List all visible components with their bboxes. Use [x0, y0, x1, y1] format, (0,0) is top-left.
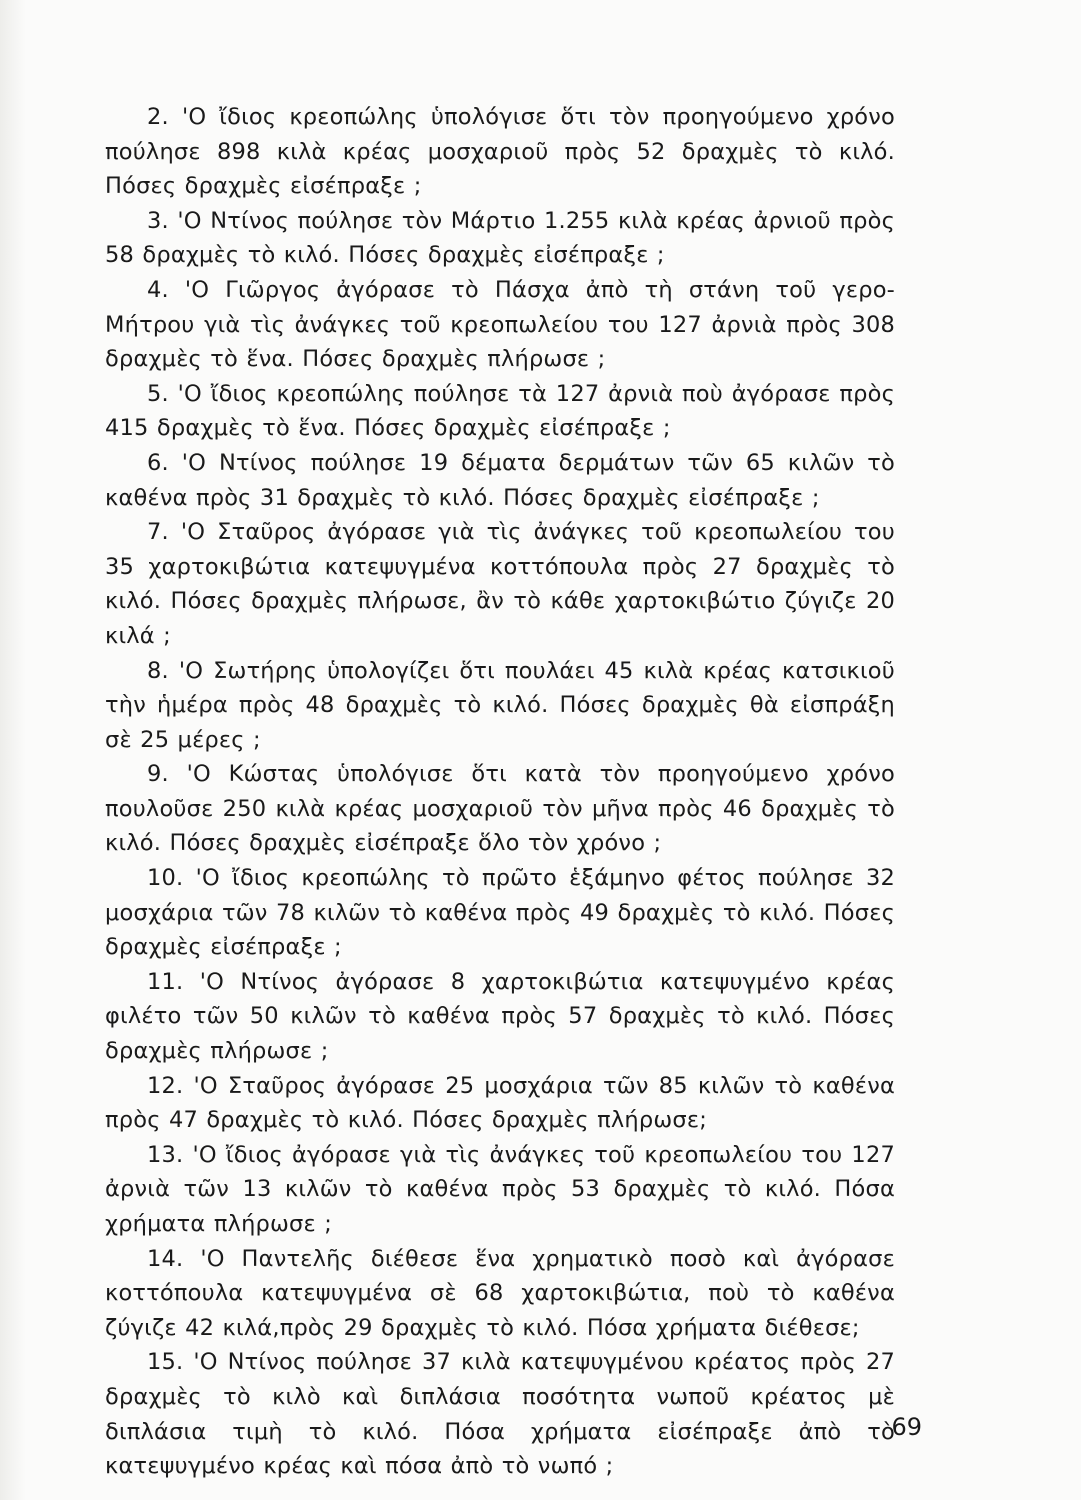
exercise-text: 'Ο Ντίνος ἀγόρασε 8 χαρτοκιβώτια κατεψυγμένο κρέας φιλέτο τῶν 50 κιλῶν τὸ καθένα πρὸς 57 δραχμὲς τὸ κιλό. Πόσες δραχμὲς πλήρωσε ;: [105, 968, 895, 1065]
exercise-number: 5.: [147, 380, 169, 407]
exercise-13: [105, 1138, 895, 1242]
page-binding-shadow: [0, 0, 26, 1500]
exercise-9: [105, 757, 895, 861]
exercise-list: [105, 100, 895, 1484]
exercise-text: 'Ο Ντίνος πούλησε 19 δέματα δερμάτων τῶν 65 κιλῶν τὸ καθένα πρὸς 31 δραχμὲς τὸ κιλό. Πόσες δραχμὲς εἰσέπραξε ;: [105, 449, 895, 511]
exercise-text: 'Ο Παντελῆς διέθεσε ἕνα χρηματικὸ ποσὸ καὶ ἀγόρασε κοττόπουλα κατεψυγμένα σὲ 68 χαρτοκιβώτια, ποὺ τὸ καθένα ζύγιζε 42 κιλά,πρὸς 29 δραχμὲς τὸ κιλό. Πόσα χρήματα διέθεσε;: [105, 1245, 895, 1341]
exercise-text: 'Ο ἴδιος κρεοπώλης τὸ πρῶτο ἑξάμηνο φέτος πούλησε 32 μοσχάρια τῶν 78 κιλῶν τὸ καθένα πρὸς 49 δραχμὲς τὸ κιλό. Πόσες δραχμὲς εἰσέπραξε ;: [105, 865, 895, 961]
exercise-7: [105, 515, 895, 653]
exercise-8: [105, 654, 895, 758]
exercise-number: 3.: [147, 207, 169, 234]
exercise-14: [105, 1242, 895, 1346]
exercise-text: 'Ο Ντίνος πούλησε 37 κιλὰ κατεψυγμένου κρέατος πρὸς 27 δραχμὲς τὸ κιλὸ καὶ διπλάσια ποσότητα νωποῦ κρέατος μὲ διπλάσια τιμὴ τὸ κιλό. Πόσα χρήματα εἰσέπραξε ἀπὸ τὸ κατεψυγμένο κρέας καὶ πόσα ἀπὸ τὸ νωπό ;: [105, 1349, 895, 1480]
exercise-6: [105, 446, 895, 515]
exercise-2: [105, 100, 895, 204]
exercise-number: 13.: [147, 1141, 184, 1168]
exercise-number: 6.: [147, 449, 169, 476]
exercise-number: 7.: [147, 519, 169, 546]
exercise-number: 12.: [147, 1072, 184, 1099]
exercise-number: 10.: [147, 865, 184, 892]
exercise-text: 'Ο Σωτήρης ὑπολογίζει ὅτι πουλάει 45 κιλὰ κρέας κατσικιοῦ τὴν ἡμέρα πρὸς 48 δραχμὲς τὸ κιλό. Πόσες δραχμὲς θὰ εἰσπράξη σὲ 25 μέρες ;: [105, 657, 895, 753]
exercise-number: 9.: [147, 761, 169, 788]
exercise-10: [105, 861, 895, 965]
page-number: 69: [891, 1413, 922, 1441]
exercise-text: 'Ο Γιῶργος ἀγόρασε τὸ Πάσχα ἀπὸ τὴ στάνη τοῦ γερο-Μήτρου γιὰ τὶς ἀνάγκες τοῦ κρεοπωλείου του 127 ἀρνιὰ πρὸς 308 δραχμὲς τὸ ἕνα. Πόσες δραχμὲς πλήρωσε ;: [105, 276, 895, 373]
exercise-text: 'Ο Κώστας ὑπολόγισε ὅτι κατὰ τὸν προηγούμενο χρόνο πουλοῦσε 250 κιλὰ κρέας μοσχαριοῦ τὸν μῆνα πρὸς 46 δραχμὲς τὸ κιλό. Πόσες δραχμὲς εἰσέπραξε ὅλο τὸν χρόνο ;: [105, 761, 895, 857]
exercise-15: [105, 1345, 895, 1483]
exercise-number: 14.: [147, 1245, 184, 1272]
exercise-4: [105, 273, 895, 377]
exercise-text: 'Ο ἴδιος κρεοπώλης ὑπολόγισε ὅτι τὸν προηγούμενο χρόνο πούλησε 898 κιλὰ κρέας μοσχαριοῦ πρὸς 52 δραχμὲς τὸ κιλό. Πόσες δραχμὲς εἰσέπραξε ;: [105, 104, 896, 200]
exercise-text: 'Ο ἴδιος κρεοπώλης πούλησε τὰ 127 ἀρνιὰ ποὺ ἀγόρασε πρὸς 415 δραχμὲς τὸ ἕνα. Πόσες δραχμὲς εἰσέπραξε ;: [105, 380, 895, 442]
exercise-number: 11.: [147, 968, 184, 995]
exercise-text: 'Ο Σταῦρος ἀγόρασε 25 μοσχάρια τῶν 85 κιλῶν τὸ καθένα πρὸς 47 δραχμὲς τὸ κιλό. Πόσες δραχμὲς πλήρωσε;: [105, 1072, 896, 1134]
exercise-number: 2.: [147, 104, 169, 130]
exercise-12: [105, 1069, 895, 1138]
exercise-text: 'Ο ἴδιος ἀγόρασε γιὰ τὶς ἀνάγκες τοῦ κρεοπωλείου του 127 ἀρνιὰ τῶν 13 κιλῶν τὸ καθένα πρὸς 53 δραχμὲς τὸ κιλό. Πόσα χρήματα πλήρωσε ;: [105, 1141, 895, 1237]
exercise-3: [105, 204, 895, 273]
exercise-text: 'Ο Σταῦρος ἀγόρασε γιὰ τὶς ἀνάγκες τοῦ κρεοπωλείου του 35 χαρτοκιβώτια κατεψυγμένα κοττόπουλα πρὸς 27 δραχμὲς τὸ κιλό. Πόσες δραχμὲς πλήρωσε, ἂν τὸ κάθε χαρτοκιβώτιο ζύγιζε 20 κιλά ;: [105, 519, 895, 649]
exercise-number: 8.: [147, 657, 169, 684]
exercise-number: 4.: [147, 276, 169, 303]
exercise-5: [105, 377, 895, 446]
exercise-text: 'Ο Ντίνος πούλησε τὸν Μάρτιο 1.255 κιλὰ κρέας ἀρνιοῦ πρὸς 58 δραχμὲς τὸ κιλό. Πόσες δραχμὲς εἰσέπραξε ;: [105, 207, 895, 269]
exercise-number: 15.: [147, 1349, 184, 1376]
exercise-11: [105, 965, 895, 1069]
